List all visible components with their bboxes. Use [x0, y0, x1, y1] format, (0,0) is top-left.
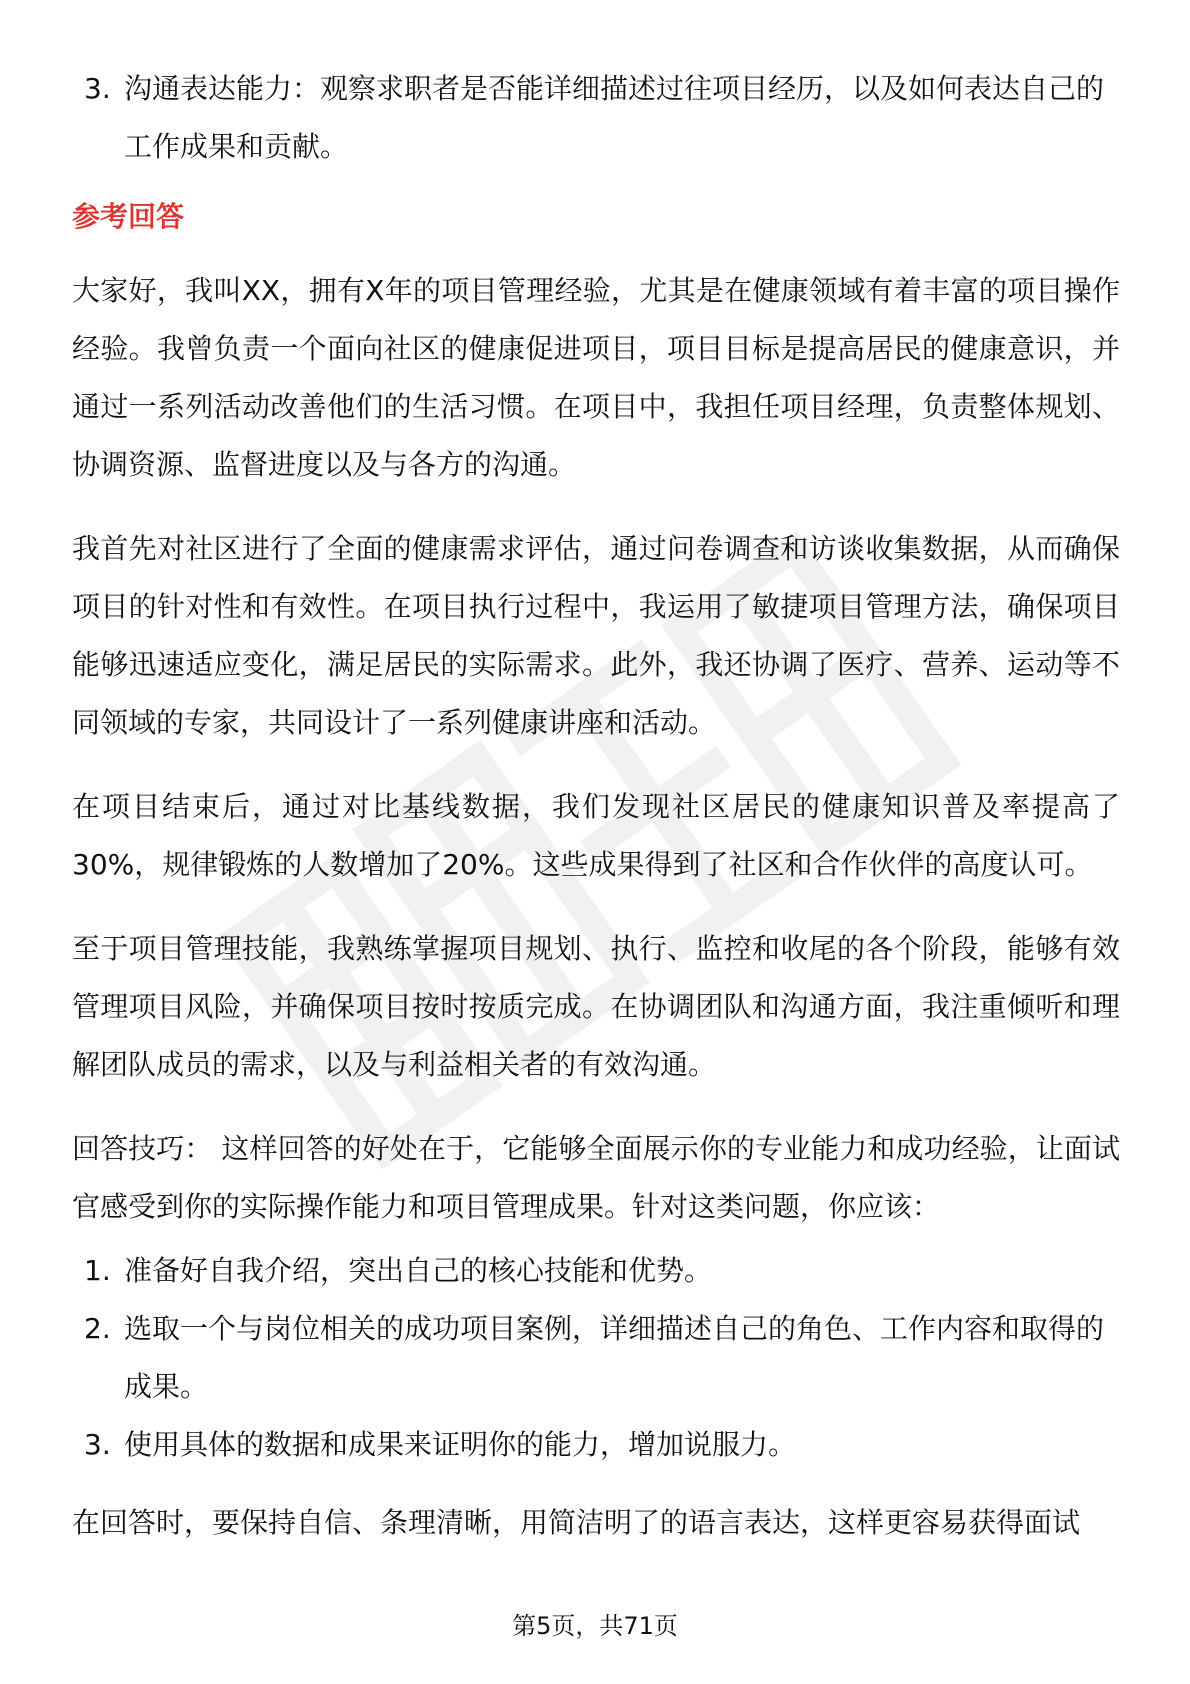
closing-paragraph: 在回答时，要保持自信、条理清晰，用简洁明了的语言表达，这样更容易获得面试 — [72, 1506, 1081, 1539]
list-item-text: 沟通表达能力：观察求职者是否能详细描述过往项目经历，以及如何表达自己的工作成果和贡献。 — [124, 72, 1105, 163]
list-item-text: 选取一个与岗位相关的成功项目案例，详细描述自己的角色、工作内容和取得的成果。 — [124, 1312, 1105, 1403]
section-heading: 参考回答 — [72, 200, 185, 233]
list-item-number: 3. — [84, 1428, 111, 1461]
list-item — [72, 1416, 1120, 1474]
list-item-text: 使用具体的数据和成果来证明你的能力，增加说服力。 — [124, 1428, 797, 1461]
answer-paragraph-3: 在项目结束后，通过对比基线数据，我们发现社区居民的健康知识普及率提高了30%，规律锻炼的人数增加了20%。这些成果得到了社区和合作伙伴的高度认可。 — [72, 790, 1120, 881]
list-item-number: 2. — [84, 1312, 111, 1345]
list-item — [72, 60, 1120, 176]
list-item-text: 准备好自我介绍，突出自己的核心技能和优势。 — [124, 1254, 713, 1287]
top-list — [72, 60, 1120, 176]
page-number-footer: 第5页，共71页 — [512, 1612, 678, 1640]
list-item-number: 1. — [84, 1254, 111, 1287]
answer-paragraph-4: 至于项目管理技能，我熟练掌握项目规划、执行、监控和收尾的各个阶段，能够有效管理项目风险，并确保项目按时按质完成。在协调团队和沟通方面，我注重倾听和理解团队成员的需求，以及与利益相关者的有效沟通。 — [72, 932, 1120, 1081]
list-item-number: 3. — [84, 72, 111, 105]
list-item — [72, 1300, 1120, 1416]
answer-paragraph-1: 大家好，我叫XX，拥有X年的项目管理经验，尤其是在健康领域有着丰富的项目操作经验。我曾负责一个面向社区的健康促进项目，项目目标是提高居民的健康意识，并通过一系列活动改善他们的生活习惯。在项目中，我担任项目经理，负责整体规划、协调资源、监督进度以及与各方的沟通。 — [72, 274, 1120, 481]
list-item — [72, 1242, 1120, 1300]
tips-list — [72, 1242, 1120, 1474]
page-content — [72, 60, 1120, 1578]
tips-intro-paragraph: 回答技巧： 这样回答的好处在于，它能够全面展示你的专业能力和成功经验，让面试官感受到你的实际操作能力和项目管理成果。针对这类问题，你应该： — [72, 1132, 1120, 1223]
answer-paragraph-2: 我首先对社区进行了全面的健康需求评估，通过问卷调查和访谈收集数据，从而确保项目的针对性和有效性。在项目执行过程中，我运用了敏捷项目管理方法，确保项目能够迅速适应变化，满足居民的实际需求。此外，我还协调了医疗、营养、运动等不同领域的专家，共同设计了一系列健康讲座和活动。 — [72, 532, 1120, 739]
